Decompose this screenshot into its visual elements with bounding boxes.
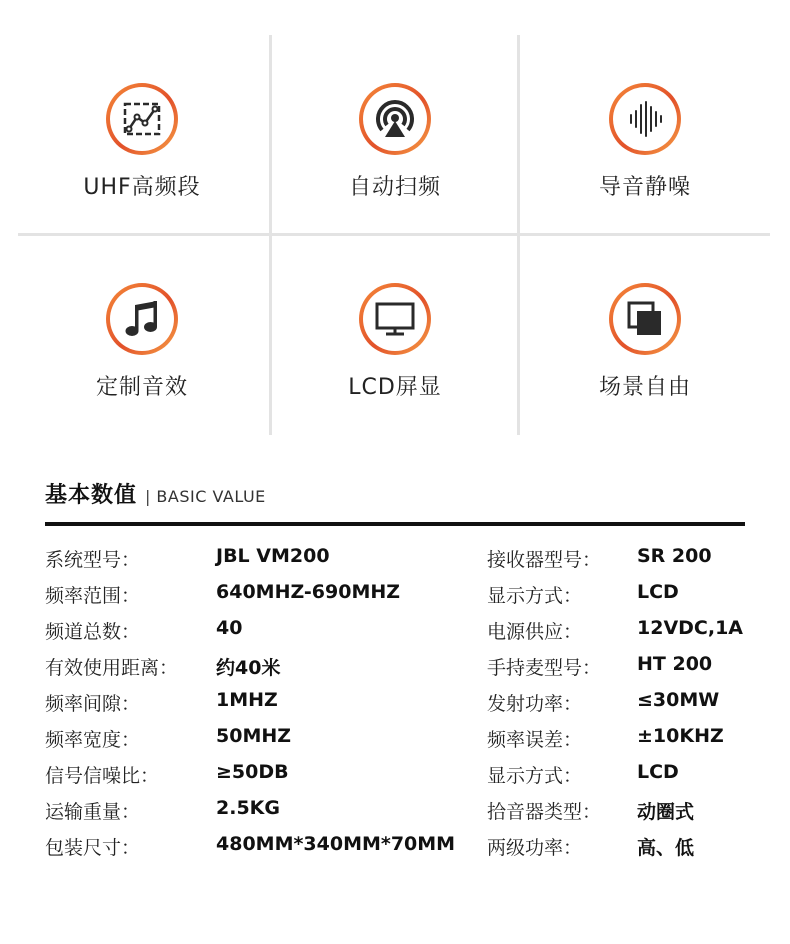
spec-label: 有效使用距离： — [45, 657, 179, 679]
spec-label: 频率误差： — [487, 729, 583, 751]
feature-auto-scan — [270, 0, 520, 200]
feature-label: UHF高频段 — [83, 175, 201, 200]
feature-lcd — [270, 200, 520, 400]
spec-value: 2.5KG — [216, 797, 280, 819]
spec-label: 发射功率： — [487, 693, 583, 715]
feature-icon-ring — [359, 283, 431, 355]
section-divider — [45, 522, 745, 526]
spec-label: 显示方式： — [487, 765, 583, 787]
feature-label: 自动扫频 — [348, 175, 441, 200]
music-note-icon — [123, 299, 161, 339]
spec-value: 640MHZ-690MHZ — [216, 581, 401, 603]
spec-label: 接收器型号： — [487, 549, 602, 571]
feature-scene — [520, 200, 770, 400]
spec-label: 显示方式： — [487, 585, 583, 607]
spec-value: LCD — [637, 581, 679, 603]
spec-value: JBL VM200 — [216, 545, 330, 567]
spec-value: ±10KHZ — [637, 725, 724, 747]
spec-value: 480MM*340MM*70MM — [216, 833, 456, 855]
feature-label: 定制音效 — [95, 375, 188, 400]
spec-value: SR 200 — [637, 545, 712, 567]
spec-value: ≥50DB — [216, 761, 289, 783]
spec-value: ≤30MW — [637, 689, 720, 711]
feature-label: 场景自由 — [598, 375, 691, 400]
feature-label: LCD屏显 — [348, 375, 442, 400]
spec-label: 频率宽度： — [45, 729, 141, 751]
broadcast-scan-icon — [373, 97, 417, 141]
spec-value: 40 — [216, 617, 243, 639]
feature-icon-ring — [106, 83, 178, 155]
feature-icon-ring — [106, 283, 178, 355]
feature-custom-sound — [17, 200, 267, 400]
feature-icon-ring — [609, 283, 681, 355]
spec-label: 电源供应： — [487, 621, 583, 643]
spec-label: 频率间隙： — [45, 693, 141, 715]
overlapping-squares-icon — [625, 299, 665, 339]
section-title-en: BASIC VALUE — [156, 487, 266, 506]
spec-value: 高、低 — [637, 837, 695, 859]
spec-label: 系统型号： — [45, 549, 141, 571]
spec-value: 50MHZ — [216, 725, 292, 747]
spec-value: 动圈式 — [637, 801, 695, 823]
spec-label: 两级功率： — [487, 837, 583, 859]
spec-value: HT 200 — [637, 653, 713, 675]
section-title-separator: | — [145, 487, 151, 506]
monitor-icon — [374, 301, 416, 337]
feature-label: 导音静噪 — [598, 175, 691, 200]
spec-value: 12VDC,1A — [637, 617, 744, 639]
spec-value: 约40米 — [216, 657, 281, 679]
spec-value: 1MHZ — [216, 689, 278, 711]
section-title — [45, 478, 266, 509]
spec-label: 手持麦型号： — [487, 657, 602, 679]
spec-label: 包装尺寸： — [45, 837, 141, 859]
spec-label: 信号信噪比： — [45, 765, 160, 787]
spec-label: 运输重量： — [45, 801, 141, 823]
spec-label: 拾音器类型： — [487, 801, 602, 823]
feature-icon-ring — [359, 83, 431, 155]
feature-uhf — [17, 0, 267, 200]
spec-label: 频率范围： — [45, 585, 141, 607]
feature-icon-ring — [609, 83, 681, 155]
spec-label: 频道总数： — [45, 621, 141, 643]
frequency-chart-icon — [122, 101, 162, 137]
spec-value: LCD — [637, 761, 679, 783]
feature-grid — [0, 0, 790, 440]
feature-noise-gate — [520, 0, 770, 200]
sound-wave-icon — [625, 99, 665, 139]
section-title-zh: 基本数值 — [45, 483, 138, 508]
